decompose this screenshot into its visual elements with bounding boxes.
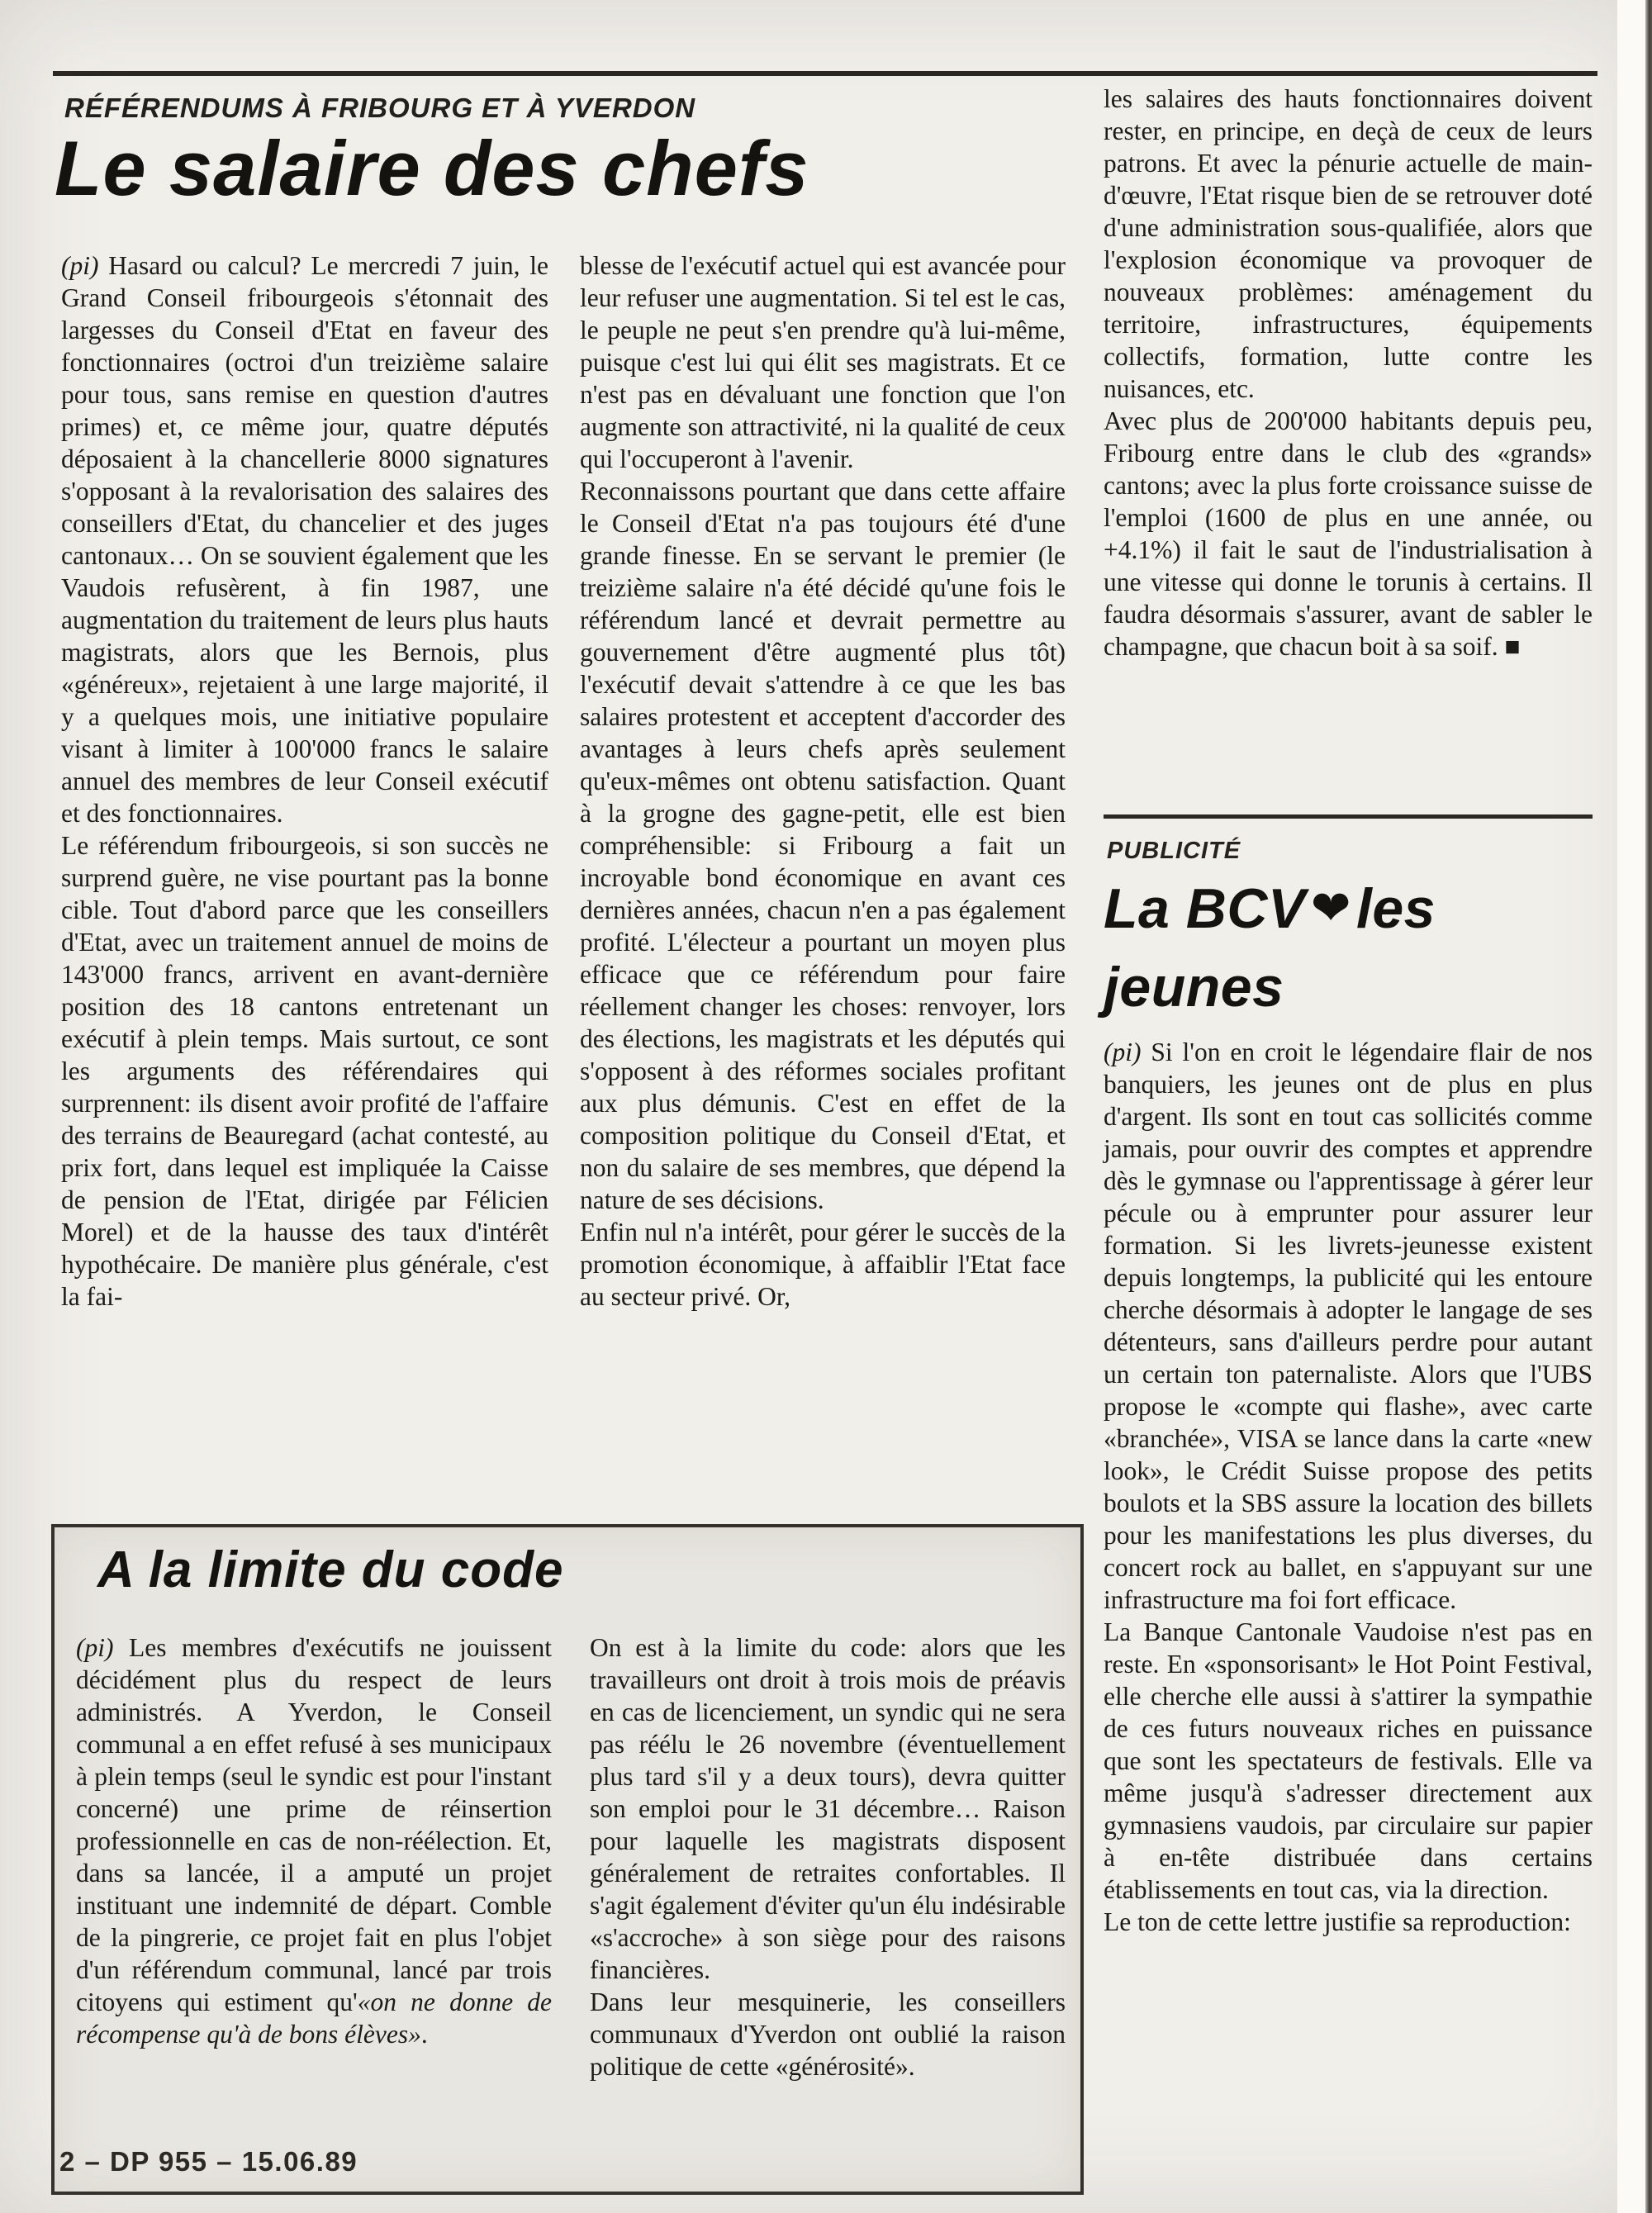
scan-edge-highlight xyxy=(1617,0,1645,2213)
ad-title-post: les xyxy=(1355,877,1436,940)
article-column-2 xyxy=(580,249,1066,1313)
article-kicker: RÉFÉRENDUMS À FRIBOURG ET À YVERDON xyxy=(64,93,696,123)
paragraph: La Banque Cantonale Vaudoise n'est pas en reste. En «sponsorisant» le Hot Point Festival, elle cherche elle aussi à s'attirer la sympathie de ces futurs nouveaux riches en puissance que sont les spectateurs de festivals. Elle va même jusqu'à s'adresser directement aux gymnasiens vaudois, par circulaire sur papier à en-tête distribuée dans certains établissements en tout cas, via la direction. xyxy=(1104,1617,1593,1904)
article-title: Le salaire des chefs xyxy=(55,125,809,211)
paragraph: On est à la limite du code: alors que les travailleurs ont droit à trois mois de préavis en cas de licenciement, un syndic qui ne sera pas réélu le 26 novembre (éventuellement plus tard s'il y a deux tours), devra quitter son emploi pour le 31 décembre… Raison pour laquelle les magistrats disposent généralement de retraites confortables. Il s'agit également d'éviter qu'un élu indésirable «s'accroche» à son siège pour des raisons financières. xyxy=(590,1633,1066,1984)
paragraph: (pi) Si l'on en croit le légendaire flair de nos banquiers, les jeunes ont de plus en plus d'argent. Ils sont en tout cas sollicités comme jamais, pour ouvrir des comptes et apprendre dès le gymnase ou l'apprentissage à gérer leur pécule ou à emprunter pour assurer leur formation. Si les livrets-jeunesse existent depuis longtemps, la publicité qui les entoure cherche désormais à adopter le langage de ses détenteurs, sans d'ailleurs perdre pour autant un certain ton paternaliste. Alors que l'UBS propose le «compte qui flashe», avec carte «branchée», VISA se lance dans la carte «new look», le Crédit Suisse propose des petits boulots et la SBS assure la location des billets pour les manifestations les plus diverses, du concert rock au ballet, en s'appuyant sur une infrastructure ma foi fort efficace. xyxy=(1104,1038,1593,1614)
page-footer: 2 – DP 955 – 15.06.89 xyxy=(59,2146,358,2177)
paragraph: Dans leur mesquinerie, les conseillers communaux d'Yverdon ont oublié la raison politique de cette «générosité». xyxy=(590,1987,1066,2081)
ad-title xyxy=(1104,871,1436,1025)
section-divider-rule xyxy=(1104,814,1593,819)
ad-title-line1 xyxy=(1104,871,1436,949)
paragraph: blesse de l'exécutif actuel qui est avancée pour leur refuser une augmentation. Si tel est le cas, le peuple ne peut s'en prendre qu'à lui-même, puisque c'est lui qui élit ses magistrats. Et ce n'est pas en dévaluant une fonction que l'on augmente son attractivité, ni la qualité de ceux qui l'occuperont à l'avenir. xyxy=(580,251,1066,473)
boxed-article-column-2 xyxy=(590,1631,1066,2082)
article-column-3 xyxy=(1104,83,1593,662)
paragraph: (pi) Les membres d'exécutifs ne jouissent décidément plus du respect de leurs administrés. A Yverdon, le Conseil communal a en effet refusé à ses municipaux à plein temps (seul le syndic est pour l'instant concerné) une prime de réinsertion professionnelle en cas de non-réélection. Et, dans sa lancée, il a amputé un projet instituant une indemnité de départ. Comble de la pingrerie, ce projet fait en plus l'objet d'un référendum communal, lancé par trois citoyens qui estiment qu'«on ne donne de récompense qu'à de bons élèves». xyxy=(76,1633,552,2049)
paragraph: les salaires des hauts fonctionnaires doivent rester, en principe, en deçà de ceux de leurs patrons. Et avec la pénurie actuelle de main-d'œuvre, l'Etat risque bien de se retrouver doté d'une administration sous-qualifiée, alors que l'explosion économique va provoquer de nouveaux problèmes: aménagement du territoire, infrastructures, équipements collectifs, formation, lutte contre les nuisances, etc. xyxy=(1104,84,1593,403)
paragraph: Avec plus de 200'000 habitants depuis peu, Fribourg entre dans le club des «grands» cantons; avec la plus forte croissance suisse de l'emploi (1600 de plus en une année, ou +4.1%) il fait le saut de l'industrialisation à une vitesse qui donne le torunis à certains. Il faudra désormais s'assurer, avant de sabler le champagne, que chacun boit à sa soif. ■ xyxy=(1104,406,1593,661)
top-rule xyxy=(53,71,1597,76)
paragraph: (pi) Hasard ou calcul? Le mercredi 7 juin, le Grand Conseil fribourgeois s'étonnait des largesses du Conseil d'Etat en faveur des fonctionnaires (octroi d'un treizième salaire pour tous, sans remise en question d'autres primes) et, ce même jour, quatre députés déposaient à la chancellerie 8000 signatures s'opposant à la revalorisation des salaires des conseillers d'Etat, du chancelier et des juges cantonaux… On se souvient également que les Vaudois refusèrent, à fin 1987, une augmentation du traitement de leurs plus hauts magistrats, alors que les Bernois, plus «généreux», rejetaient à une large majorité, il y a quelques mois, une initiative populaire visant à limiter à 100'000 francs le salaire annuel des membres de leur Conseil exécutif et des fonctionnaires. xyxy=(61,251,548,828)
heart-icon: ❤ xyxy=(1310,880,1351,936)
ad-kicker: PUBLICITÉ xyxy=(1107,838,1241,864)
paragraph: Reconnaissons pourtant que dans cette affaire le Conseil d'Etat n'a pas toujours été d'une grande finesse. En se servant le premier (le treizième salaire n'a été décidé qu'une fois le référendum lancé et devrait permettre au gouvernement d'être augmenté plus tôt) l'exécutif devait s'attendre à ce que les bas salaires protestent et acceptent d'accorder des avantages à leurs chefs après seulement qu'eux-mêmes ont obtenu satisfaction. Quant à la grogne des gagne-petit, elle est bien compréhensible: si Fribourg a fait un incroyable bond économique en avant ces dernières années, chacun n'en a pas également profité. L'électeur a pourtant un moyen plus efficace que ce référendum pour faire réellement changer les choses: renvoyer, lors des élections, les magistrats et les députés qui s'opposent à des réformes sociales profitant aux plus démunis. C'est en effet de la composition politique du Conseil d'Etat, et non du salaire de ses membres, que dépend la nature de ses décisions. xyxy=(580,477,1066,1214)
scan-edge-artifact xyxy=(1645,0,1652,2213)
ad-title-pre: La BCV xyxy=(1104,877,1306,940)
boxed-article xyxy=(51,1524,1084,2195)
ad-title-line2: jeunes xyxy=(1104,956,1284,1019)
paragraph: Enfin nul n'a intérêt, pour gérer le succès de la promotion économique, à affaiblir l'Etat face au secteur privé. Or, xyxy=(580,1218,1066,1311)
paragraph: Le ton de cette lettre justifie sa reproduction: xyxy=(1104,1907,1571,1936)
boxed-article-column-1 xyxy=(76,1631,552,2050)
paragraph: Le référendum fribourgeois, si son succès ne surprend guère, ne vise pourtant pas la bonne cible. Tout d'abord parce que les conseillers d'Etat, avec un traitement annuel de moins de 143'000 francs, arrivent en avant-dernière position des 18 cantons entretenant un exécutif à plein temps. Mais surtout, ce sont les arguments des référendaires qui surprennent: ils disent avoir profité de l'affaire des terrains de Beauregard (achat contesté, au prix fort, dans lequel est impliquée la Caisse de pension de l'Etat, dirigée par Félicien Morel) et de la hausse des taux d'intérêt hypothécaire. De manière plus générale, c'est la fai- xyxy=(61,831,548,1311)
article-column-1 xyxy=(61,249,548,1313)
boxed-article-title: A la limite du code xyxy=(97,1541,564,1598)
ad-column xyxy=(1104,1036,1593,1938)
